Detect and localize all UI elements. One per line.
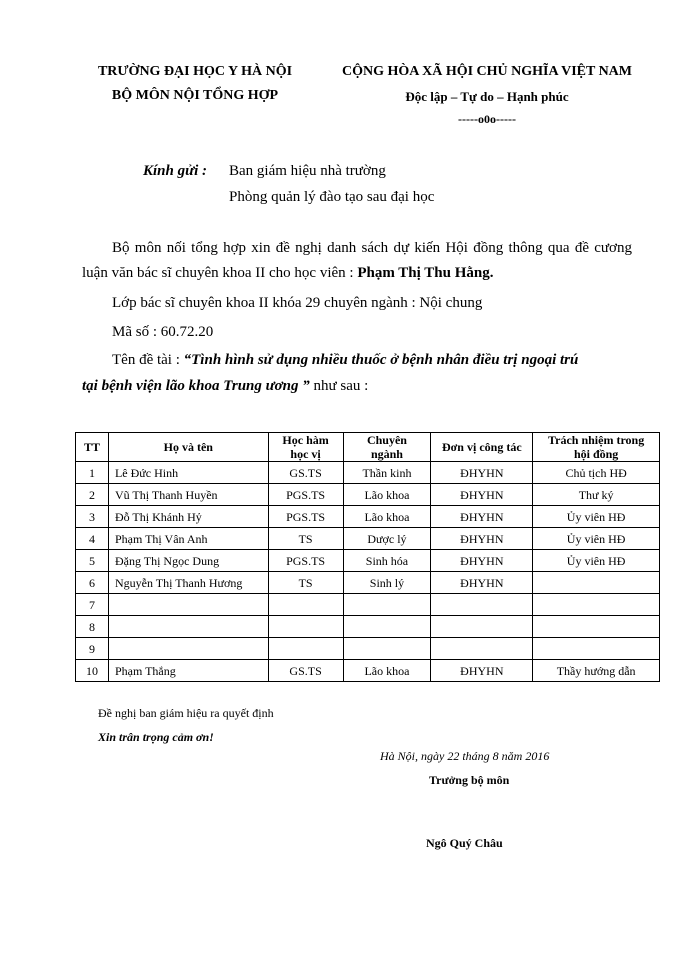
cell-degree: PGS.TS (268, 484, 343, 506)
topic-label: Tên đề tài : (112, 352, 184, 368)
cell-unit (431, 616, 533, 638)
cell-tt: 7 (76, 594, 109, 616)
cell-name (108, 616, 268, 638)
cell-tt: 1 (76, 462, 109, 484)
signer-name: Ngô Quý Châu (426, 836, 503, 850)
cell-degree: GS.TS (268, 462, 343, 484)
topic-line-1 (112, 348, 578, 373)
cell-major: Lão khoa (343, 506, 431, 528)
table-row (76, 638, 660, 660)
cell-name: Nguyễn Thị Thanh Hương (108, 572, 268, 594)
col-header-unit: Đơn vị công tác (431, 433, 533, 462)
cell-role (533, 594, 660, 616)
cell-name: Lê Đức Hinh (108, 462, 268, 484)
cell-tt: 4 (76, 528, 109, 550)
table-row (76, 660, 660, 682)
cell-name (108, 594, 268, 616)
col-header-degree: Học hàm học vị (268, 433, 343, 462)
cell-unit: ĐHYHN (431, 660, 533, 682)
intro-paragraph (82, 236, 632, 286)
topic-suffix: như sau : (309, 378, 369, 394)
cell-role (533, 572, 660, 594)
table-row (76, 528, 660, 550)
table-row (76, 462, 660, 484)
student-name: Phạm Thị Thu Hằng. (357, 265, 494, 281)
cell-major: Lão khoa (343, 660, 431, 682)
cell-unit: ĐHYHN (431, 550, 533, 572)
topic-title-part-2: tại bệnh viện lão khoa Trung ương ” (82, 378, 310, 394)
cell-unit: ĐHYHN (431, 572, 533, 594)
university-name: TRƯỜNG ĐẠI HỌC Y HÀ NỘI (97, 64, 293, 79)
cell-tt: 3 (76, 506, 109, 528)
table-row (76, 484, 660, 506)
cell-major: Dược lý (343, 528, 431, 550)
thanks-line: Xin trân trọng cảm ơn! (98, 730, 214, 744)
cell-tt: 9 (76, 638, 109, 660)
cell-unit: ĐHYHN (431, 484, 533, 506)
cell-major: Thần kinh (343, 462, 431, 484)
cell-name: Đặng Thị Ngọc Dung (108, 550, 268, 572)
motto: Độc lập – Tự do – Hạnh phúc (405, 89, 569, 104)
table-row (76, 550, 660, 572)
cell-degree: TS (268, 528, 343, 550)
cell-degree: TS (268, 572, 343, 594)
cell-role: Chủ tịch HĐ (533, 462, 660, 484)
cell-degree: PGS.TS (268, 550, 343, 572)
cell-degree: GS.TS (268, 660, 343, 682)
cell-degree: PGS.TS (268, 506, 343, 528)
table-row (76, 506, 660, 528)
topic-title-part-1: “Tình hình sử dụng nhiều thuốc ở bệnh nhân điều trị ngoại trú (183, 352, 579, 368)
cell-degree (268, 638, 343, 660)
table-header-row (76, 433, 660, 462)
cell-major (343, 594, 431, 616)
cell-tt: 6 (76, 572, 109, 594)
addressee-recipient-1: Ban giám hiệu nhà trường (229, 163, 386, 179)
class-line: Lớp bác sĩ chuyên khoa II khóa 29 chuyên ngành : Nội chung (112, 295, 483, 311)
cell-unit: ĐHYHN (431, 506, 533, 528)
national-motto-header (322, 60, 652, 128)
cell-tt: 2 (76, 484, 109, 506)
cell-unit: ĐHYHN (431, 528, 533, 550)
signer-title: Trưởng bộ môn (429, 773, 510, 787)
topic-line-2 (82, 374, 368, 399)
col-header-name: Họ và tên (108, 433, 268, 462)
cell-name: Phạm Thị Vân Anh (108, 528, 268, 550)
cell-role: Ủy viên HĐ (533, 550, 660, 572)
cell-role: Thầy hướng dẫn (533, 660, 660, 682)
cell-name (108, 638, 268, 660)
cell-name: Phạm Thắng (108, 660, 268, 682)
cell-major (343, 616, 431, 638)
cell-degree (268, 594, 343, 616)
date-line: Hà Nội, ngày 22 tháng 8 năm 2016 (380, 749, 550, 763)
cell-tt: 8 (76, 616, 109, 638)
cell-major: Sinh lý (343, 572, 431, 594)
council-table (75, 432, 660, 682)
request-line: Đề nghị ban giám hiệu ra quyết định (98, 706, 274, 720)
cell-major (343, 638, 431, 660)
col-header-role: Trách nhiệm trong hội đồng (533, 433, 660, 462)
addressee-recipient-2: Phòng quản lý đào tạo sau đại học (229, 189, 435, 205)
cell-role (533, 616, 660, 638)
table-row (76, 616, 660, 638)
cell-degree (268, 616, 343, 638)
col-header-tt: TT (76, 433, 109, 462)
cell-name: Đỗ Thị Khánh Hỷ (108, 506, 268, 528)
motto-divider: -----o0o----- (458, 112, 516, 126)
country-name: CỘNG HÒA XÃ HỘI CHỦ NGHĨA VIỆT NAM (341, 64, 632, 79)
cell-role (533, 638, 660, 660)
institution-header (70, 60, 320, 108)
table-row (76, 572, 660, 594)
department-name: BỘ MÔN NỘI TỔNG HỢP (111, 88, 279, 103)
cell-role: Ủy viên HĐ (533, 506, 660, 528)
table-row (76, 594, 660, 616)
cell-name: Vũ Thị Thanh Huyền (108, 484, 268, 506)
cell-major: Sinh hóa (343, 550, 431, 572)
cell-role: Ủy viên HĐ (533, 528, 660, 550)
cell-major: Lão khoa (343, 484, 431, 506)
cell-tt: 5 (76, 550, 109, 572)
col-header-major: Chuyên ngành (343, 433, 431, 462)
intro-text: Bộ môn nối tổng hợp xin đề nghị danh sách dự kiến Hội đồng thông qua đề cương luận văn bác sĩ chuyên khoa II cho học viên : (82, 240, 632, 281)
cell-unit (431, 638, 533, 660)
cell-role: Thư ký (533, 484, 660, 506)
cell-tt: 10 (76, 660, 109, 682)
cell-unit: ĐHYHN (431, 462, 533, 484)
cell-unit (431, 594, 533, 616)
addressee-label: Kính gửi : (143, 163, 208, 179)
code-line: Mã số : 60.72.20 (112, 324, 214, 340)
